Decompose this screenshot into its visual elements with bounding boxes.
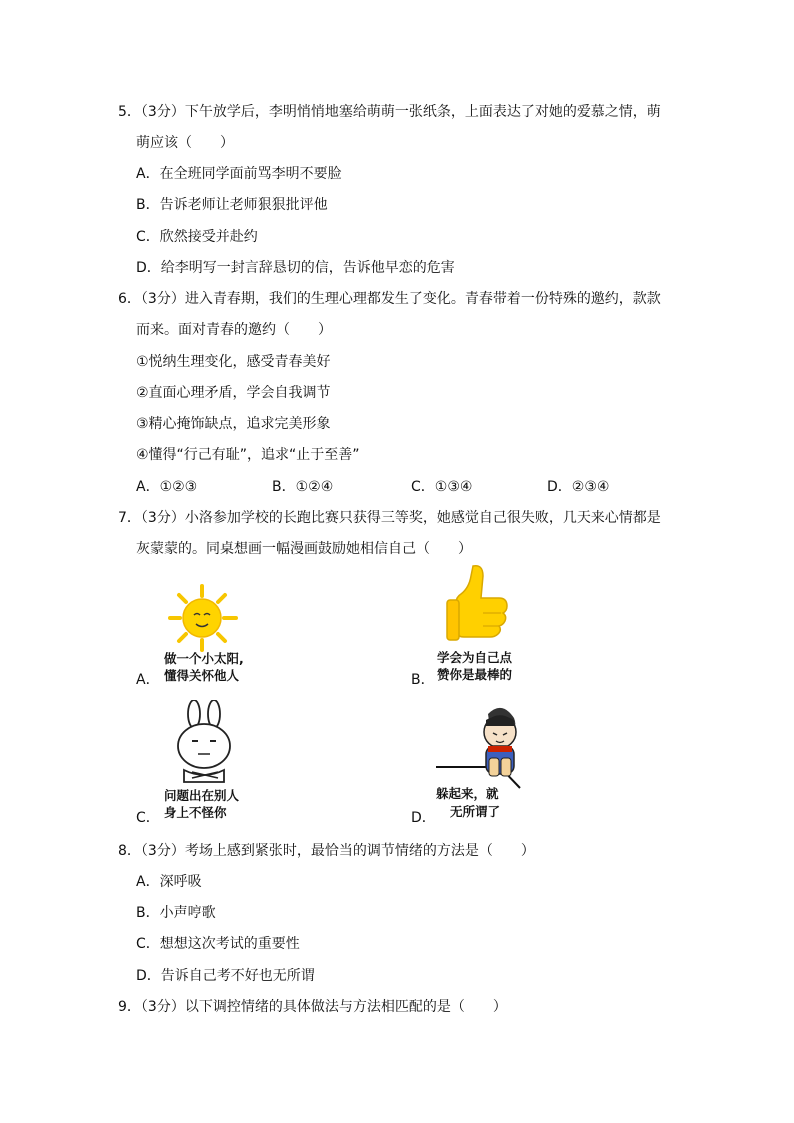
q6-statement-3: ③精心掩饰缺点，追求完美形象 — [136, 416, 331, 432]
q7-stem-line1: 7．（3分）小洛参加学校的长跑比赛只获得三等奖，她感觉自己很失败，几天来心情都是 — [118, 510, 661, 526]
hiding-boy-icon — [436, 702, 536, 792]
sun-icon — [160, 583, 260, 653]
q9-stem: 9．（3分）以下调控情绪的具体做法与方法相匹配的是（ ） — [118, 999, 507, 1015]
q6-option-c: C．①③④ — [411, 479, 473, 495]
q8-option-c: C．想想这次考试的重要性 — [136, 936, 300, 952]
option-d-caption-line1: 躲起来，就 — [436, 786, 499, 801]
thumbs-up-icon — [443, 562, 509, 646]
q8-option-d: D．告诉自己考不好也无所谓 — [136, 968, 315, 984]
q6-stem-line2: 而来。面对青春的邀约（ ） — [136, 322, 332, 338]
option-d-caption-line2: 无所谓了 — [450, 804, 501, 819]
option-a-letter: A． — [136, 672, 160, 688]
option-a-picture — [160, 583, 260, 653]
q6-option-d: D．②③④ — [547, 479, 610, 495]
option-d-letter: D． — [411, 810, 436, 826]
option-c-letter: C． — [136, 810, 160, 826]
q6-option-a: A．①②③ — [136, 479, 198, 495]
q6-option-b: B．①②④ — [272, 479, 334, 495]
q6-statement-1: ①悦纳生理变化，感受青春美好 — [136, 354, 331, 370]
option-b-caption-line2: 赞你是最棒的 — [437, 667, 513, 682]
option-a-caption-line2: 懂得关怀他人 — [164, 668, 240, 683]
option-d-picture — [436, 702, 536, 792]
option-c-caption-line1: 问题出在别人 — [164, 788, 240, 803]
q6-stem-line1: 6．（3分）进入青春期，我们的生理心理都发生了变化。青春带着一份特殊的邀约，款款 — [118, 291, 661, 307]
option-a-caption-line1: 做一个小太阳, — [164, 651, 244, 666]
q5-stem-line1: 5．（3分）下午放学后，李明悄悄地塞给萌萌一张纸条，上面表达了对她的爱慕之情，萌 — [118, 104, 661, 120]
q6-statement-4: ④懂得“行己有耻”，追求“止于至善” — [136, 447, 360, 463]
rabbit-icon — [170, 700, 240, 786]
option-b-letter: B． — [411, 672, 435, 688]
q8-option-a: A．深呼吸 — [136, 874, 202, 890]
q5-option-d: D．给李明写一封言辞恳切的信，告诉他早恋的危害 — [136, 260, 455, 276]
q5-option-b: B．告诉老师让老师狠狠批评他 — [136, 197, 328, 213]
q6-statement-2: ②直面心理矛盾，学会自我调节 — [136, 385, 331, 401]
q8-option-b: B．小声哼歌 — [136, 905, 216, 921]
option-c-caption-line2: 身上不怪你 — [164, 805, 227, 820]
q7-stem-line2: 灰蒙蒙的。同桌想画一幅漫画鼓励她相信自己（ ） — [136, 541, 472, 557]
q8-stem: 8．（3分）考场上感到紧张时，最恰当的调节情绪的方法是（ ） — [118, 843, 535, 859]
q5-option-a: A．在全班同学面前骂李明不要脸 — [136, 166, 342, 182]
option-b-caption-line1: 学会为自己点 — [437, 650, 513, 665]
option-c-picture — [170, 700, 240, 786]
q5-stem-line2: 萌应该（ ） — [136, 135, 234, 151]
option-b-picture — [443, 562, 509, 646]
q5-option-c: C．欣然接受并赴约 — [136, 229, 258, 245]
